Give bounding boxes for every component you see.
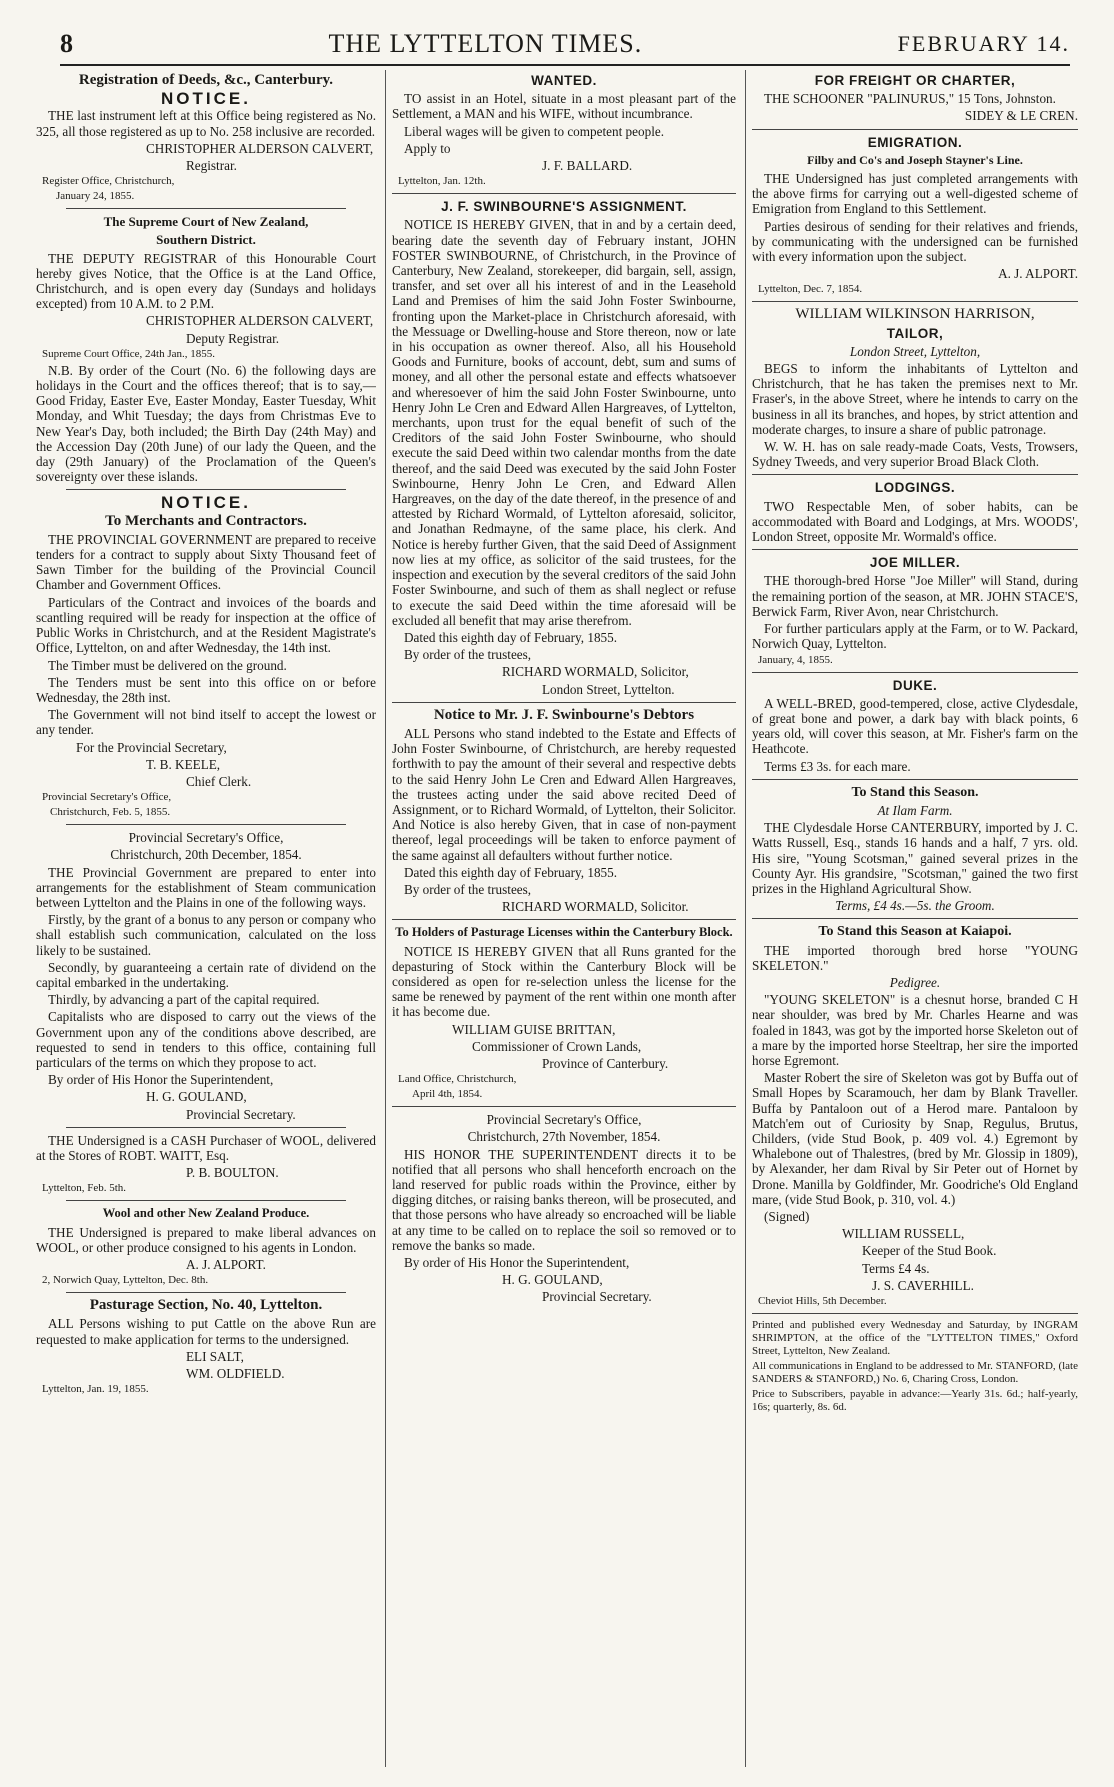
separator bbox=[66, 824, 346, 825]
ad-body: N.B. By order of the Court (No. 6) the following days are holidays in the Court and the offices thereof; that is to say,—Good Friday, Easter Eve, Easter Monday, Easter Tuesday, Whit Monday, and Whit Tuesday; the days from Christmas Eve to New Year's Day, both included; the Birth Day (24th May) and the Accession Day (20th June) of our lady the Queen, and the day (29th January) of the Proclamation of the Queen's sovereignty over these islands. bbox=[36, 362, 376, 485]
ad-body: THE Provincial Government are prepared to enter into arrangements for the establishment of Steam communication between Lyttelton and the Plains in one of the following ways. bbox=[36, 864, 376, 910]
signature: SIDEY & LE CREN. bbox=[964, 108, 1078, 124]
ad-date: Christchurch, Feb. 5, 1855. bbox=[50, 806, 171, 819]
separator bbox=[66, 1127, 346, 1128]
ad-heading: LODGINGS. bbox=[874, 480, 956, 496]
signature-title: Deputy Registrar. bbox=[186, 330, 280, 346]
ad-body: BEGS to inform the inhabitants of Lyttelton and Christchurch, that he has taken the premises next to Mr. Fraser's, in the above Street, where he intends to carry on the business in all its branches, and hopes, by strict attention and moderate charges, to insure a share of public patronage. bbox=[752, 361, 1078, 437]
ad-body: HIS HONOR THE SUPERINTENDENT directs it to be notified that all persons who shall henceforth encroach on the land reserved for public roads within the Province, either by digging ditches, or raising banks thereon, will be prosecuted, and that those persons who have already so encroached will be liable at any time to be called on to replace the soil so removed or to remove the banks so made. bbox=[392, 1146, 736, 1253]
ad-heading: To Stand this Season. bbox=[851, 784, 979, 800]
ad-place: Register Office, Christchurch, bbox=[42, 175, 175, 188]
notice-heading: NOTICE. bbox=[161, 493, 251, 513]
signature: RICHARD WORMALD, Solicitor. bbox=[502, 899, 689, 915]
ad-date: Christchurch, 20th December, 1854. bbox=[110, 847, 302, 863]
issue-date: FEBRUARY 14. bbox=[897, 31, 1070, 56]
signature: A. J. ALPORT. bbox=[186, 1257, 266, 1272]
ad-body: TO assist in an Hotel, situate in a most pleasant part of the Settlement, a MAN and his WIFE, without incumbrance. bbox=[392, 91, 736, 122]
ad-subheading: Southern District. bbox=[156, 232, 256, 248]
signature: J. S. CAVERHILL. bbox=[872, 1277, 974, 1293]
signature: WILLIAM GUISE BRITTAN, bbox=[452, 1021, 616, 1037]
ad-heading: Pasturage Section, No. 40, Lyttelton. bbox=[89, 1297, 323, 1314]
ad-body: By order of His Honor the Superintendent, bbox=[48, 1072, 274, 1088]
signature: H. G. GOULAND, bbox=[502, 1272, 603, 1288]
ad-body: NOTICE IS HEREBY GIVEN that all Runs granted for the depasturing of Stock within the Canterbury Block will be considered as open for re-selection unless the license for the same be renewed by payment of the rent within one month after it has become due. bbox=[392, 943, 736, 1020]
ad-body: THE thorough-bred Horse "Joe Miller" will Stand, during the remaining portion of the season, at MR. JOHN STACE'S, Berwick Farm, River Avon, near Christchurch. bbox=[752, 573, 1078, 619]
ad-body: Dated this eighth day of February, 1855. bbox=[404, 864, 618, 880]
separator bbox=[752, 129, 1078, 130]
ad-body: ALL Persons wishing to put Cattle on the above Run are requested to make application for terms to the undersigned. bbox=[36, 1316, 376, 1347]
signature-title: Commissioner of Crown Lands, bbox=[472, 1038, 642, 1054]
ad-body: The Timber must be delivered on the ground. bbox=[48, 657, 287, 673]
separator bbox=[752, 549, 1078, 550]
ad-date: Lyttelton, Jan. 12th. bbox=[398, 175, 486, 188]
separator bbox=[392, 193, 736, 194]
ad-body: Apply to bbox=[404, 140, 451, 156]
ad-subheading: TAILOR, bbox=[886, 325, 944, 341]
ad-heading: The Supreme Court of New Zealand, bbox=[103, 214, 309, 230]
ad-terms: Terms £4 4s. bbox=[862, 1260, 930, 1276]
ad-body: Liberal wages will be given to competent people. bbox=[404, 123, 665, 139]
signature: WM. OLDFIELD. bbox=[186, 1366, 285, 1382]
signature-title: London Street, Lyttelton. bbox=[542, 681, 675, 697]
ad-date: January 24, 1855. bbox=[56, 190, 135, 203]
ad-body: The Government will not bind itself to accept the lowest or any tender. bbox=[36, 707, 376, 738]
ad-body: Thirdly, by advancing a part of the capital required. bbox=[48, 992, 320, 1008]
column-1 bbox=[36, 70, 376, 1775]
ad-body: The Tenders must be sent into this office on or before Wednesday, the 28th inst. bbox=[36, 674, 376, 705]
ad-date: Christchurch, 27th November, 1854. bbox=[467, 1129, 661, 1145]
signature: J. F. BALLARD. bbox=[542, 158, 633, 174]
ad-heading: Wool and other New Zealand Produce. bbox=[102, 1206, 310, 1221]
separator bbox=[392, 1106, 736, 1107]
ad-body: THE Undersigned is a CASH Purchaser of WOOL, delivered at the Stores of ROBT. WAITT, Esq. bbox=[36, 1132, 376, 1163]
ad-place: Provincial Secretary's Office, bbox=[486, 1112, 642, 1128]
ad-subheading: At Ilam Farm. bbox=[877, 802, 953, 818]
ad-body: THE DEPUTY REGISTRAR of this Honourable Court hereby gives Notice, that the Office is at the Land Office, Christchurch, and is open every day (Sundays and holidays excepted) from 10 A.M. to 2 P.M. bbox=[36, 250, 376, 312]
ad-body: THE PROVINCIAL GOVERNMENT are prepared to receive tenders for a contract to supply about Sixty Thousand feet of Sawn Timber for the building of the Provincial Council Chamber and Government Offices. bbox=[36, 531, 376, 593]
ad-body: A WELL-BRED, good-tempered, close, active Clydesdale, of great bone and power, a dark bay with black points, 6 years old, will cover this season, at Mr. Fisher's farm on the Heathcote. bbox=[752, 695, 1078, 757]
signature: T. B. KEELE, bbox=[146, 756, 221, 772]
signature: CHRISTOPHER ALDERSON CALVERT, bbox=[146, 140, 374, 156]
ad-place: Provincial Secretary's Office, bbox=[128, 830, 284, 846]
ad-body: THE Clydesdale Horse CANTERBURY, imported by J. C. Watts Russell, Esq., stands 16 hands and a half, 7 yrs. old. His sire, "Young Scotsman," gained several prizes in the County Ayr. His grandsire, "Scotsman," gained the two first prizes in the Highland Agricultural Show. bbox=[752, 820, 1078, 896]
masthead-rule bbox=[60, 64, 1070, 66]
imprint: Price to Subscribers, payable in advance:—Yearly 31s. 6d.; half-yearly, 16s; quarterly, 8s. 6d. bbox=[752, 1388, 1078, 1414]
ad-subheading: Pedigree. bbox=[889, 974, 941, 990]
signature-title: Provincial Secretary. bbox=[542, 1289, 652, 1305]
ad-body: Secondly, by guaranteeing a certain rate of dividend on the capital embarked in the undertaking. bbox=[36, 959, 376, 990]
ad-heading: To Stand this Season at Kaiapoi. bbox=[818, 924, 1012, 940]
ad-body: NOTICE IS HEREBY GIVEN, that in and by a certain deed, bearing date the seventh day of February instant, JOHN FOSTER SWINBOURNE, of Christchurch, in the Province of Canterbury, New Zealand, storekeeper, did bargain, sell, assign, transfer, and set over all his interest of and in the Leasehold Land and Premises of him the said John Foster Swinbourne, fronting upon the Market-place in Christchurch aforesaid, with the Messuage or Dwelling-house and Store thereon, now or late in his occupation as owner thereof. Also, all his Household Goods and Furniture, books of account, debt, sum and sums of money, and all other the personal estate and effects whatsoever and wheresoever of him the said John Foster Swinbourne, unto Henry John Le Cren and Edward Allen Hargreaves, of Lyttelton, merchants, upon trust for the equal benefit of such of the Creditors of the said John Foster Swinbourne, who should execute the said Deed within two calendar months from the date thereof, and the said Deed was executed by the said John Foster Swinbourne, Henry John Le Cren, and Edward Allen Hargreaves, on the day of the date thereof, in the presence of and attested by Richard Wormald, of Lyttelton aforesaid, solicitor, and Jonathan Redmayne, of the same place, his clerk. And Notice is hereby further Given, that the said Deed of Assignment now lies at my office, as solicitor of the said trustees, for the inspection and execution by the several creditors of the said John Foster Swinbourne, and such of them as shall neglect or refuse to execute the said Deed within the time aforesaid will be excluded all benefit that may arise therefrom. bbox=[392, 217, 736, 628]
signature-title: Provincial Secretary. bbox=[186, 1106, 296, 1122]
ad-heading: EMIGRATION. bbox=[867, 134, 963, 150]
ad-heading: J. F. SWINBOURNE'S ASSIGNMENT. bbox=[441, 199, 687, 215]
ad-body: For the Provincial Secretary, bbox=[76, 739, 227, 755]
ad-terms: Terms, £4 4s.—5s. the Groom. bbox=[835, 898, 995, 914]
ad-body: Capitalists who are disposed to carry out the views of the Government upon any of the conditions above described, are requested to send in tenders to this office, containing full particulars of the terms on which they propose to act. bbox=[36, 1009, 376, 1070]
ad-body: TWO Respectable Men, of sober habits, can be accommodated with Board and Lodgings, at Mrs. WOODS', London Street, opposite Mr. Wormald's office. bbox=[752, 498, 1078, 545]
separator bbox=[392, 702, 736, 703]
ad-body: "YOUNG SKELETON" is a chesnut horse, branded C H near shoulder, was bred by Mr. Charles Hearne and was foaled in 1843, was got by the imported horse Skeleton out of a mare by the imported horse Steeltrap, her sire the imported horse Egremont. bbox=[752, 992, 1078, 1068]
notice-heading: NOTICE. bbox=[161, 89, 251, 109]
separator bbox=[752, 918, 1078, 919]
ad-body: Particulars of the Contract and invoices of the boards and scantling required will be ready for inspection at the office of Public Works in Christchurch, and at the Resident Magistrate's Office, Lyttelton, on and after Wednesday, the 14th inst. bbox=[36, 594, 376, 656]
ad-heading: DUKE. bbox=[892, 677, 938, 693]
ad-heading: WILLIAM WILKINSON HARRISON, bbox=[795, 306, 1035, 323]
signature-title: Chief Clerk. bbox=[186, 773, 252, 789]
ad-heading: Registration of Deeds, &c., Canterbury. bbox=[78, 72, 334, 88]
ad-place: 2, Norwich Quay, Lyttelton, Dec. 8th. bbox=[42, 1274, 209, 1287]
separator bbox=[392, 919, 736, 920]
ad-body: Firstly, by the grant of a bonus to any person or company who shall establish such communication, calculated on the loss likely to be sustained. bbox=[36, 912, 376, 958]
ad-date: Lyttelton, Dec. 7, 1854. bbox=[758, 283, 863, 296]
ad-date: Lyttelton, Feb. 5th. bbox=[42, 1182, 127, 1195]
signature: CHRISTOPHER ALDERSON CALVERT, bbox=[146, 313, 374, 329]
signature-title: Keeper of the Stud Book. bbox=[862, 1243, 997, 1259]
signature: WILLIAM RUSSELL, bbox=[842, 1226, 965, 1242]
imprint: Printed and published every Wednesday and Saturday, by INGRAM SHRIMPTON, at the office of the "LYTTELTON TIMES," Oxford Street, Lyttelton, New Zealand. bbox=[752, 1319, 1078, 1358]
ad-heading: Notice to Mr. J. F. Swinbourne's Debtors bbox=[433, 706, 695, 723]
ad-address: London Street, Lyttelton, bbox=[849, 343, 981, 359]
ad-body: For further particulars apply at the Farm, or to W. Packard, Norwich Quay, Lyttelton. bbox=[752, 621, 1078, 652]
column-divider bbox=[385, 70, 386, 1767]
ad-place: Land Office, Christchurch, bbox=[398, 1073, 517, 1086]
ad-body: Parties desirous of sending for their relatives and friends, by communicating with the undersigned can be furnished with every information upon the subject. bbox=[752, 218, 1078, 265]
page-number: 8 bbox=[60, 29, 73, 58]
separator bbox=[66, 489, 346, 490]
ad-place: Provincial Secretary's Office, bbox=[42, 791, 172, 804]
ad-body: W. W. H. has on sale ready-made Coats, Vests, Trowsers, Sydney Tweeds, and very superior Broad Black Cloth. bbox=[752, 439, 1078, 470]
ad-body: (Signed) bbox=[764, 1209, 810, 1224]
ad-body: By order of the trustees, bbox=[404, 647, 532, 663]
ad-body: Dated this eighth day of February, 1855. bbox=[404, 629, 618, 645]
imprint: All communications in England to be addressed to Mr. STANFORD, (late SANDERS & STANFORD,) No. 6, Charing Cross, London. bbox=[752, 1360, 1078, 1386]
column-divider bbox=[745, 70, 746, 1767]
signature: H. G. GOULAND, bbox=[146, 1089, 247, 1105]
signature-title: Province of Canterbury. bbox=[542, 1055, 669, 1071]
signature-title: Registrar. bbox=[186, 158, 237, 174]
ad-subheading: Filby and Co's and Joseph Stayner's Line. bbox=[807, 152, 1023, 167]
ad-body: THE Undersigned is prepared to make liberal advances on WOOL, or other produce consigned to his agents in London. bbox=[36, 1224, 376, 1255]
ad-place: Supreme Court Office, 24th Jan., 1855. bbox=[42, 347, 216, 360]
ad-body: Terms £3 3s. for each mare. bbox=[764, 758, 911, 774]
separator bbox=[752, 672, 1078, 673]
ad-heading: To Holders of Pasturage Licenses within the Canterbury Block. bbox=[395, 925, 733, 940]
masthead bbox=[60, 30, 1070, 58]
ad-body: THE SCHOONER "PALINURUS," 15 Tons, Johnston. bbox=[764, 91, 1056, 107]
ad-body: By order of the trustees, bbox=[404, 881, 532, 897]
separator bbox=[66, 208, 346, 209]
signature: ELI SALT, bbox=[186, 1348, 244, 1364]
ad-body: THE Undersigned has just completed arrangements with the above firms for carrying out a well-digested scheme of Emigration from England to this Settlement. bbox=[752, 171, 1078, 217]
separator bbox=[66, 1292, 346, 1293]
ad-date: January, 4, 1855. bbox=[758, 653, 833, 666]
column-2 bbox=[392, 70, 736, 1775]
signature: RICHARD WORMALD, Solicitor, bbox=[502, 664, 689, 680]
ad-heading: JOE MILLER. bbox=[869, 555, 961, 571]
ad-body: ALL Persons who stand indebted to the Estate and Effects of John Foster Swinbourne, of Christchurch, are hereby requested forthwith to pay the amount of their several and respective debts to the said Henry John Le Cren and Edward Allen Hargreaves, the trustees acting under the said above recited Deed of Assignment, or to Richard Wormald, of Lyttelton, their Solicitor. And Notice is also hereby Given, that in case of non-payment thereof, legal proceedings will be taken to enforce payment of the same against all defaulters without further notice. bbox=[392, 725, 736, 863]
newspaper-title: THE LYTTELTON TIMES. bbox=[328, 29, 643, 58]
ad-date: April 4th, 1854. bbox=[412, 1088, 483, 1101]
ad-heading: WANTED. bbox=[531, 73, 597, 88]
column-3 bbox=[752, 70, 1078, 1775]
ad-heading: To Merchants and Contractors. bbox=[105, 512, 307, 529]
ad-body: By order of His Honor the Superintendent, bbox=[404, 1255, 630, 1271]
signature: A. J. ALPORT. bbox=[998, 266, 1078, 282]
ad-body: Master Robert the sire of Skeleton was got by Buffa out of Small Hopes by Scaramouch, her dam by Blank Traveller. Buffa by Pantaloon out of a Herod mare. Pantaloon by Match'em out of Curiosity by Snap, Regulus, Brutus, Childers, (vide Stud Book, p. 409 vol. 4.) Egremont by Whalebone out of Thalestres, (bred by Mr. Glossip in 1809), by Alexander, her dam Rival by Sir Peter out of Hornet by Drone. Manilla by Goldfinder, Mr. Goodriche's Old England mare, (vide Stud Book, p. 310, vol. 4.) bbox=[752, 1070, 1078, 1207]
ad-date: Lyttelton, Jan. 19, 1855. bbox=[42, 1383, 149, 1396]
separator bbox=[752, 301, 1078, 302]
separator bbox=[752, 1313, 1078, 1314]
ad-place: Cheviot Hills, 5th December. bbox=[758, 1295, 887, 1308]
separator bbox=[752, 779, 1078, 780]
signature: P. B. BOULTON. bbox=[186, 1165, 279, 1181]
separator bbox=[66, 1200, 346, 1201]
ad-heading: FOR FREIGHT OR CHARTER, bbox=[814, 73, 1016, 88]
separator bbox=[752, 474, 1078, 475]
ad-body: THE last instrument left at this Office being registered as No. 325, all those registered as up to No. 258 inclusive are recorded. bbox=[36, 108, 376, 139]
ad-body: THE imported thorough bred horse "YOUNG SKELETON." bbox=[752, 942, 1078, 973]
